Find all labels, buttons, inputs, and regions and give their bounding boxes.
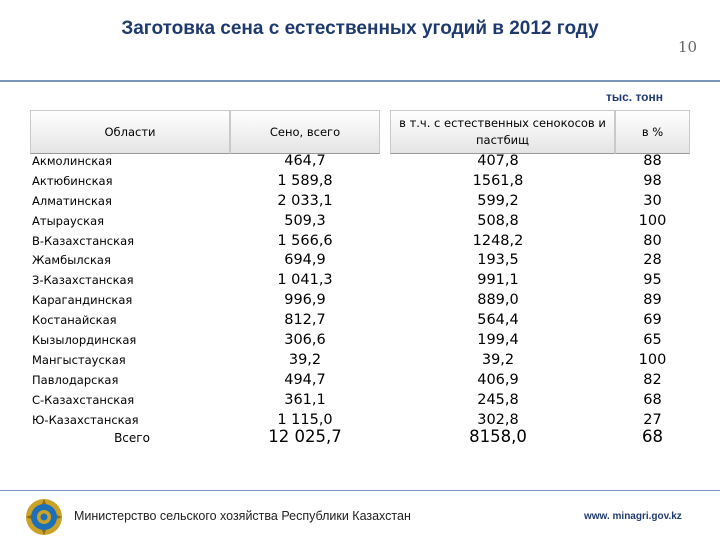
hay-total-cell: 1 566,6 <box>277 232 333 249</box>
hay-total-cell: 996,9 <box>284 292 326 309</box>
region-cell: С-Казахстанская <box>32 392 135 407</box>
unit-label: тыс. тонн <box>606 90 664 104</box>
region-cell: В-Казахстанская <box>32 233 135 248</box>
hay-total-cell: 1 041,3 <box>277 272 333 289</box>
natural-lands-cell: 1561,8 <box>472 172 524 189</box>
page-title: Заготовка сена с естественных угодий в 2012 году <box>121 18 599 39</box>
percent-cell: 80 <box>643 232 662 249</box>
percent-cell: 30 <box>643 192 662 209</box>
hay-total-cell: 1 589,8 <box>277 172 333 189</box>
region-cell: Атырауская <box>32 213 105 228</box>
natural-lands-cell: 245,8 <box>477 391 519 408</box>
natural-lands-cell: 407,8 <box>477 153 519 169</box>
col-header-hay-total: Сено, всего <box>230 110 380 154</box>
kazakhstan-emblem-icon <box>24 497 64 537</box>
title-divider <box>0 80 720 82</box>
natural-lands-cell: 302,8 <box>477 411 519 428</box>
col-header-natural-lands: в т.ч. с естественных сенокосов и пастбищ <box>390 110 615 154</box>
region-cell: Алматинская <box>32 193 112 208</box>
region-cell: Кызылординская <box>32 333 137 348</box>
region-cell: Жамбылская <box>32 253 111 268</box>
hay-total-cell: 1 115,0 <box>277 411 333 428</box>
hay-total-cell: 694,9 <box>284 252 326 269</box>
hay-total-cell: 361,1 <box>284 391 326 408</box>
percent-cell: 100 <box>638 212 667 229</box>
natural-lands-cell: 599,2 <box>477 192 519 209</box>
natural-lands-cell: 406,9 <box>477 371 519 388</box>
hay-total-cell: 464,7 <box>284 153 326 169</box>
percent-cell: 65 <box>643 332 662 349</box>
hay-total-cell: 306,6 <box>284 332 326 349</box>
slide-number: 10 <box>678 38 698 56</box>
total-label: Всего <box>114 431 150 445</box>
percent-cell: 100 <box>638 351 667 368</box>
hay-total-cell: 509,3 <box>284 212 326 229</box>
region-cell: Мангыстауская <box>32 352 126 367</box>
percent-cell: 68 <box>643 391 662 408</box>
percent-cell: 98 <box>643 172 662 189</box>
region-cell: Костанайская <box>32 313 117 328</box>
col-header-percent: в % <box>615 110 690 154</box>
natural-lands-cell: 889,0 <box>477 292 519 309</box>
percent-cell: 95 <box>643 272 662 289</box>
percent-cell: 89 <box>643 292 662 309</box>
natural-lands-cell: 564,4 <box>477 312 519 329</box>
percent-cell: 88 <box>643 153 662 169</box>
natural-lands-cell: 193,5 <box>477 252 519 269</box>
percent-cell: 27 <box>643 411 662 428</box>
region-column <box>32 152 222 430</box>
website-link[interactable]: www. minagri.gov.kz <box>584 511 682 522</box>
ministry-name: Министерство сельского хозяйства Республики Казахстан <box>74 509 411 523</box>
natural-lands-cell: 39,2 <box>481 351 515 368</box>
hay-total-column <box>240 152 370 430</box>
region-cell: З-Казахстанская <box>32 273 134 288</box>
natural-lands-column <box>408 152 588 430</box>
region-cell: Карагандинская <box>32 293 133 308</box>
natural-lands-cell: 199,4 <box>477 332 519 349</box>
percent-column <box>620 152 685 430</box>
natural-lands-cell: 991,1 <box>477 272 519 289</box>
natural-lands-cell: 508,8 <box>477 212 519 229</box>
total-natural: 8158,0 <box>469 427 527 446</box>
footer-divider <box>0 490 720 491</box>
region-cell: Акмолинская <box>32 154 113 168</box>
region-cell: Ю-Казахстанская <box>32 412 139 427</box>
total-percent: 68 <box>642 427 663 446</box>
hay-total-cell: 39,2 <box>288 351 322 368</box>
natural-lands-cell: 1248,2 <box>472 232 524 249</box>
hay-total-cell: 494,7 <box>284 371 326 388</box>
hay-total-cell: 2 033,1 <box>277 192 333 209</box>
total-hay: 12 025,7 <box>268 427 342 446</box>
percent-cell: 28 <box>643 252 662 269</box>
percent-cell: 82 <box>643 371 662 388</box>
percent-cell: 69 <box>643 312 662 329</box>
region-cell: Актюбинская <box>32 173 113 188</box>
hay-total-cell: 812,7 <box>284 312 326 329</box>
col-header-region: Области <box>30 110 230 154</box>
region-cell: Павлодарская <box>32 372 119 387</box>
